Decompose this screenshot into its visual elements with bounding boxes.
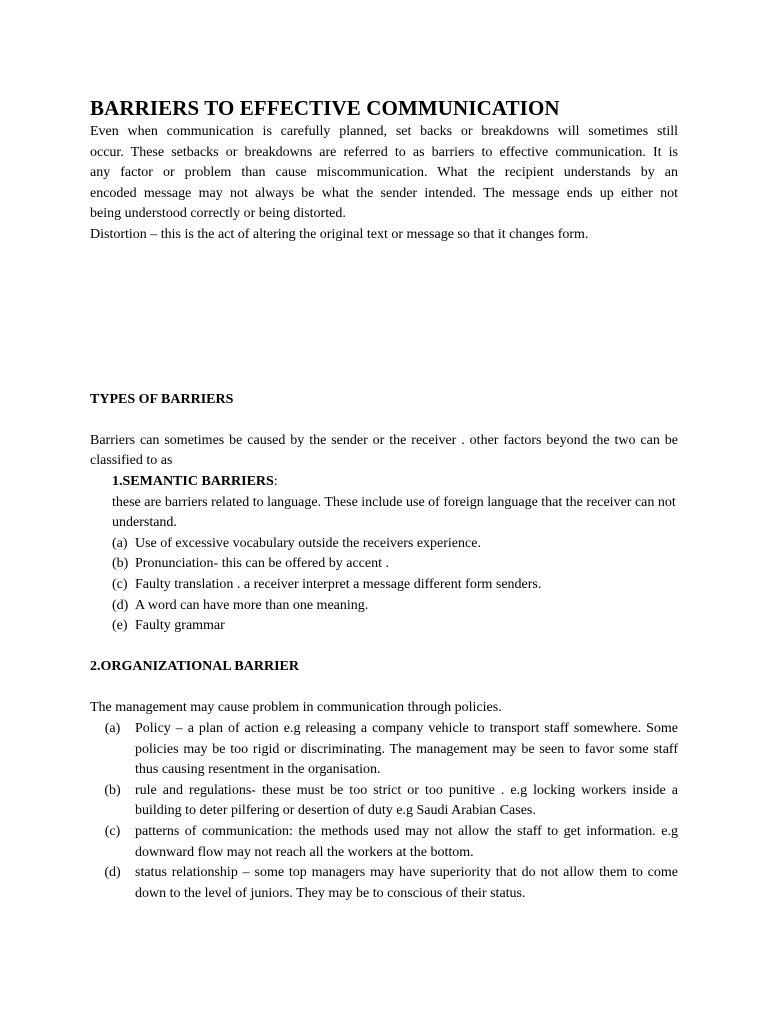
spacer — [90, 678, 678, 699]
list-marker: (a) — [112, 535, 128, 551]
intro-line: occur. These setbacks or breakdowns are referred to as barriers to effective communication. It is — [90, 144, 678, 160]
list-item-text: Policy – a plan of action e.g releasing a company vehicle to transport staff somewhere. Some policies may be too rigid or discriminating. The management may be seen to favor some staff thus causing resentment in the organisation. — [135, 721, 678, 778]
semantic-heading-text: 1.SEMANTIC BARRIERS — [112, 473, 274, 489]
list-item-text: Pronunciation- this can be offered by accent . — [135, 556, 389, 572]
list-item — [112, 616, 678, 637]
types-of-barriers-heading: TYPES OF BARRIERS — [90, 391, 234, 407]
list-item — [112, 575, 678, 596]
spacer — [90, 637, 678, 658]
list-item — [90, 781, 678, 822]
list-marker: (c) — [104, 824, 121, 840]
semantic-barriers-list — [112, 534, 678, 637]
list-item-text: patterns of communication: the methods used may not allow the staff to get information. e.g downward flow may not reach all the workers at the bottom. — [135, 824, 678, 860]
list-item-text: rule and regulations- these must be too strict or too punitive . e.g locking workers inside a building to deter pilfering or desertion of duty e.g Saudi Arabian Cases. — [135, 782, 678, 819]
intro-line: encoded message may not always be what the sender intended. The message ends up either not — [90, 185, 678, 201]
list-item-text: Faulty translation . a receiver interpret a message different form senders. — [135, 576, 542, 592]
intro-line: being understood correctly or being distorted. — [90, 206, 346, 222]
types-intro-paragraph: Barriers can sometimes be caused by the sender or the receiver . other factors beyond the two can be classified to as — [90, 432, 678, 469]
intro-paragraph — [90, 122, 678, 225]
list-item — [90, 822, 678, 863]
organizational-barrier-heading: 2.ORGANIZATIONAL BARRIER — [90, 659, 299, 675]
list-marker: (b) — [104, 782, 121, 798]
list-marker: (a) — [104, 721, 121, 737]
semantic-barriers-heading — [112, 472, 678, 493]
list-marker: (b) — [112, 556, 129, 572]
spacer — [90, 246, 678, 390]
organizational-intro: The management may cause problem in communication through policies. — [90, 700, 502, 716]
document-title: BARRIERS TO EFFECTIVE COMMUNICATION — [90, 96, 560, 120]
list-marker: (d) — [104, 865, 121, 881]
list-item-text: Use of excessive vocabulary outside the receivers experience. — [135, 535, 481, 551]
list-item-text: status relationship – some top managers may have superiority that do not allow them to come down to the level of juniors. They may be to conscious of their status. — [135, 865, 678, 901]
intro-line: any factor or problem than cause miscommunication. What the recipient understands by an — [90, 165, 678, 181]
intro-line: Even when communication is carefully planned, set backs or breakdowns will sometimes still — [90, 124, 678, 139]
list-marker: (d) — [112, 597, 129, 613]
list-item — [112, 596, 678, 617]
semantic-heading-suffix: : — [273, 473, 278, 489]
list-item — [90, 863, 678, 904]
list-item-text: Faulty grammar — [135, 618, 225, 634]
distortion-definition: Distortion – this is the act of altering the original text or message so that it changes form. — [90, 226, 589, 242]
list-item — [112, 534, 678, 555]
list-item — [90, 719, 678, 781]
semantic-barriers-description: these are barriers related to language. These include use of foreign language that the receiver can not understand. — [112, 494, 676, 531]
organizational-barriers-list — [90, 719, 678, 904]
document-page — [90, 94, 678, 904]
semantic-barriers-section — [90, 472, 678, 637]
list-marker: (c) — [112, 576, 128, 592]
spacer — [90, 410, 678, 431]
list-item — [112, 554, 678, 575]
list-item-text: A word can have more than one meaning. — [135, 597, 369, 613]
list-marker: (e) — [112, 618, 128, 634]
